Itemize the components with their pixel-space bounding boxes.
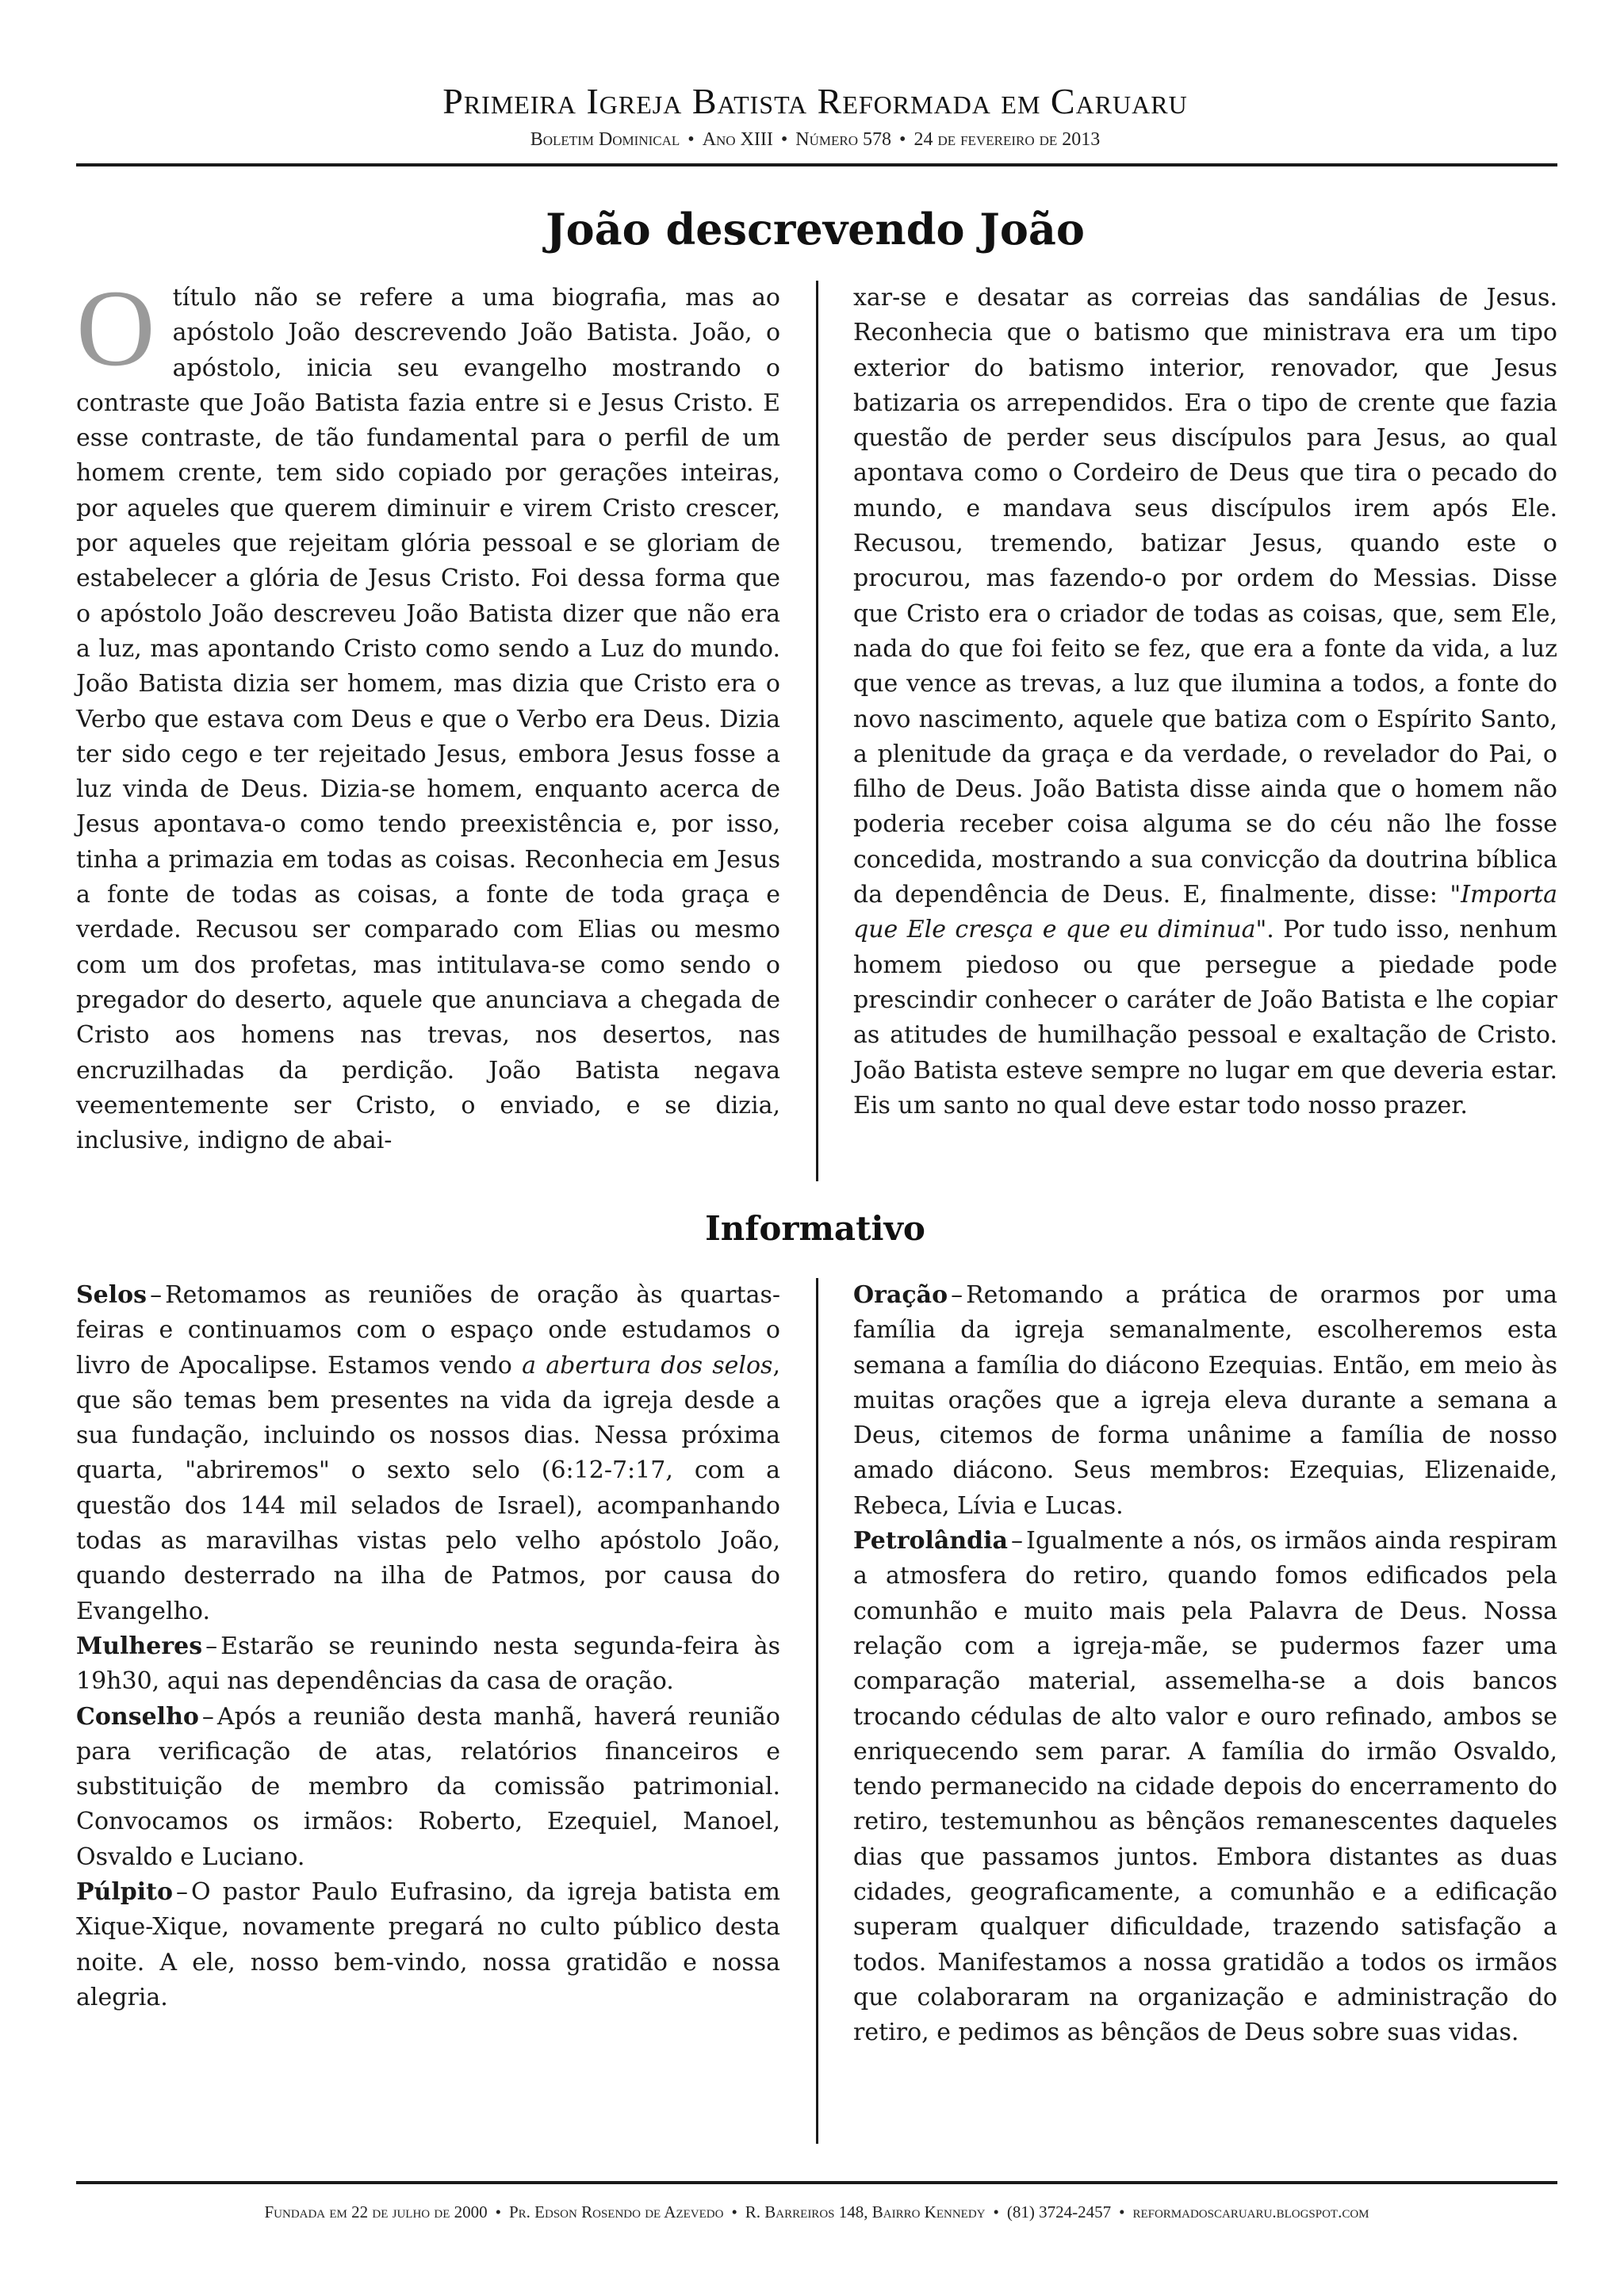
notice-text: O pastor Paulo Eufrasino, da igreja batista em Xique-Xique, novamente pregará no culto público desta noite. A ele, nosso bem-vindo, nossa gratidão e nossa alegria.: [76, 1878, 780, 2011]
notice-heading: Púlpito: [76, 1878, 174, 1907]
notice-text: , que são temas bem presentes na vida da igreja desde a sua fundação, incluindo os nossos dias. Nessa próxima quarta, "abriremos" o sexto selo (6:12-7:17, com a questão dos 144 mil selados de Israel), acompanhando todas as maravilhas vistas pelo velho apóstolo João, quando desterrado na ilha de Patmos, por causa do Evangelho.: [76, 1351, 780, 1625]
informativo-column-left: [76, 1278, 780, 2015]
column-divider: [816, 1278, 818, 2144]
header-rule: [76, 163, 1557, 166]
notice-oracao: [853, 1278, 1557, 1524]
separator: •: [899, 129, 906, 150]
notice-text: Após a reunião desta manhã, haverá reunião para verificação de atas, relatórios financeiros e substituição de membro da comissão patrimonial. Convocamos os irmãos: Roberto, Ezequiel, Manoel, Osvaldo e Luciano.: [76, 1702, 780, 1871]
footer-rule: [76, 2181, 1557, 2184]
notice-pulpito: [76, 1875, 780, 2015]
pastor-name: Pr. Edson Rosendo de Azevedo: [509, 2202, 724, 2221]
dash: –: [1010, 1527, 1023, 1556]
website-link[interactable]: reformadoscaruaru.blogspot.com: [1132, 2202, 1369, 2221]
issue-date: 24 de fevereiro de 2013: [914, 129, 1101, 150]
notice-mulheres: [76, 1629, 780, 1700]
separator: •: [495, 2202, 501, 2221]
issue-number: Número 578: [795, 129, 892, 150]
separator: •: [731, 2202, 737, 2221]
footer: [76, 2196, 1557, 2228]
dash: –: [150, 1281, 163, 1309]
separator: •: [1119, 2202, 1125, 2221]
founded-date: Fundada em 22 de julho de 2000: [264, 2202, 488, 2221]
separator: •: [780, 129, 788, 150]
notice-text: Estarão se reunindo nesta segunda-feira às 19h30, aqui nas dependências da casa de oração.: [76, 1632, 780, 1696]
dash: –: [176, 1878, 189, 1907]
notice-heading: Selos: [76, 1281, 147, 1309]
bulletin-label: Boletim Dominical: [530, 129, 680, 150]
dash: –: [205, 1632, 218, 1660]
notice-heading: Oração: [853, 1281, 948, 1309]
article-paragraph: [76, 267, 780, 1158]
article-quote: "Importa que Ele cresça e que eu diminua": [853, 881, 1557, 944]
article-column-right: [853, 281, 1557, 1123]
article-text-right-2: . Por tudo isso, nenhum homem piedoso ou que persegue a piedade pode prescindir conhecer o caráter de João Batista e lhe copiar as atitudes de humilhação pessoal e exaltação de Cristo. João Batista esteve sempre no lugar em que deveria estar. Eis um santo no qual deve estar todo nosso prazer.: [853, 916, 1557, 1119]
separator: •: [688, 129, 695, 150]
notice-heading: Mulheres: [76, 1632, 203, 1660]
dash: –: [951, 1281, 963, 1309]
notice-text: Retomamos as reuniões de oração às quartas-feiras e continuamos com o espaço onde estudamos o livro de Apocalipse. Estamos vendo: [76, 1281, 780, 1380]
article-text-right-1: xar-se e desatar as correias das sandálias de Jesus. Reconhecia que o batismo que ministrava era um tipo exterior do batismo interior, renovador, que Jesus batizaria os arrependidos. Era o tipo de crente que fazia questão de perder seus discípulos para Jesus, ao qual apontava como o Cordeiro de Deus que tira o pecado do mundo, e mandava seus discípulos irem após Ele. Recusou, tremendo, batizar Jesus, quando este o procurou, mas fazendo-o por ordem do Messias. Disse que Cristo era o criador de todas as coisas, que, sem Ele, nada do que foi feito se fez, que era a fonte da vida, a luz que vence as trevas, a luz que ilumina a todos, a fonte do novo nascimento, aquele que batiza com o Espírito Santo, a plenitude da graça e da verdade, o revelador do Pai, o filho de Deus. João Batista disse ainda que o homem não poderia receber coisa alguma se do céu não lhe fosse concedida, mostrando a sua convicção da doutrina bíblica da dependência de Deus. E, finalmente, disse:: [853, 284, 1557, 909]
dash: –: [201, 1702, 214, 1731]
article-column-left: [76, 267, 780, 1158]
notice-heading: Petrolândia: [853, 1527, 1008, 1556]
informativo-column-right: [853, 1278, 1557, 2051]
notice-petrolandia: [853, 1524, 1557, 2050]
address: R. Barreiros 148, Bairro Kennedy: [745, 2202, 986, 2221]
drop-cap: O: [76, 267, 155, 388]
column-divider: [816, 281, 818, 1181]
notice-selos: [76, 1278, 780, 1629]
article-paragraph: [853, 281, 1557, 1123]
article-title: João descrevendo João: [546, 204, 1085, 254]
church-name: Primeira Igreja Batista Reformada em Caruaru: [442, 81, 1188, 121]
issue-line: [76, 124, 1554, 155]
article-text-left: título não se refere a uma biografia, mas ao apóstolo João descrevendo João Batista. João, o apóstolo, inicia seu evangelho mostrando o contraste que João Batista fazia entre si e Jesus Cristo. E esse contraste, de tão fundamental para o perfil de um homem crente, tem sido copiado por gerações inteiras, por aqueles que querem diminuir e virem Cristo crescer, por aqueles que rejeitam glória pessoal e se gloriam de estabelecer a glória de Jesus Cristo. Foi dessa forma que o apóstolo João descreveu João Batista dizer que não era a luz, mas apontando Cristo como sendo a Luz do mundo. João Batista dizia ser homem, mas dizia que Cristo era o Verbo que estava com Deus e que o Verbo era Deus. Dizia ter sido cego e ter rejeitado Jesus, embora Jesus fosse a luz vinda de Deus. Dizia-se homem, enquanto acerca de Jesus apontava-o como tendo preexistência e, por isso, tinha a primazia em todas as coisas. Reconhecia em Jesus a fonte de todas as coisas, a fonte de toda graça e verdade. Recusou ser comparado com Elias ou mesmo com um dos profetas, mas intitulava-se como sendo o pregador do deserto, aquele que anunciava a chegada de Cristo aos homens nas trevas, nos desertos, nas encruzilhadas da perdição. João Batista negava veementemente ser Cristo, o enviado, e se dizia, inclusive, indigno de abai-: [76, 284, 780, 1155]
issue-year: Ano XIII: [702, 129, 773, 150]
notice-text: Igualmente a nós, os irmãos ainda respiram a atmosfera do retiro, quando fomos edificados pela comunhão e muito mais pela Palavra de Deus. Nossa relação com a igreja-mãe, se pudermos fazer uma comparação material, assemelha-se a dois bancos trocando cédulas de alto valor e ouro refinado, ambos se enriquecendo sem parar. A família do irmão Osvaldo, tendo permanecido na cidade depois do encerramento do retiro, testemunhou as bênçãos remanescentes daqueles dias que passamos juntos. Embora distantes as duas cidades, geograficamente, a comunhão e a edificação superam qualquer dificuldade, trazendo satisfação a todos. Manifestamos a nossa gratidão a todos os irmãos que colaboraram na organização e administração do retiro, e pedimos as bênçãos de Deus sobre suas vidas.: [853, 1527, 1557, 2047]
notice-conselho: [76, 1700, 780, 1875]
separator: •: [993, 2202, 999, 2221]
notice-italic: a abertura dos selos: [522, 1351, 773, 1380]
notice-heading: Conselho: [76, 1702, 199, 1731]
phone: (81) 3724-2457: [1006, 2202, 1112, 2221]
informativo-title: Informativo: [705, 1209, 925, 1248]
notice-text: Retomando a prática de orarmos por uma família da igreja semanalmente, escolheremos esta semana a família do diácono Ezequias. Então, em meio às muitas orações que a igreja eleva durante a semana a Deus, citemos de forma unânime a família de nosso amado diácono. Seus membros: Ezequias, Elizenaide, Rebeca, Lívia e Lucas.: [853, 1281, 1557, 1520]
masthead: [76, 79, 1554, 155]
